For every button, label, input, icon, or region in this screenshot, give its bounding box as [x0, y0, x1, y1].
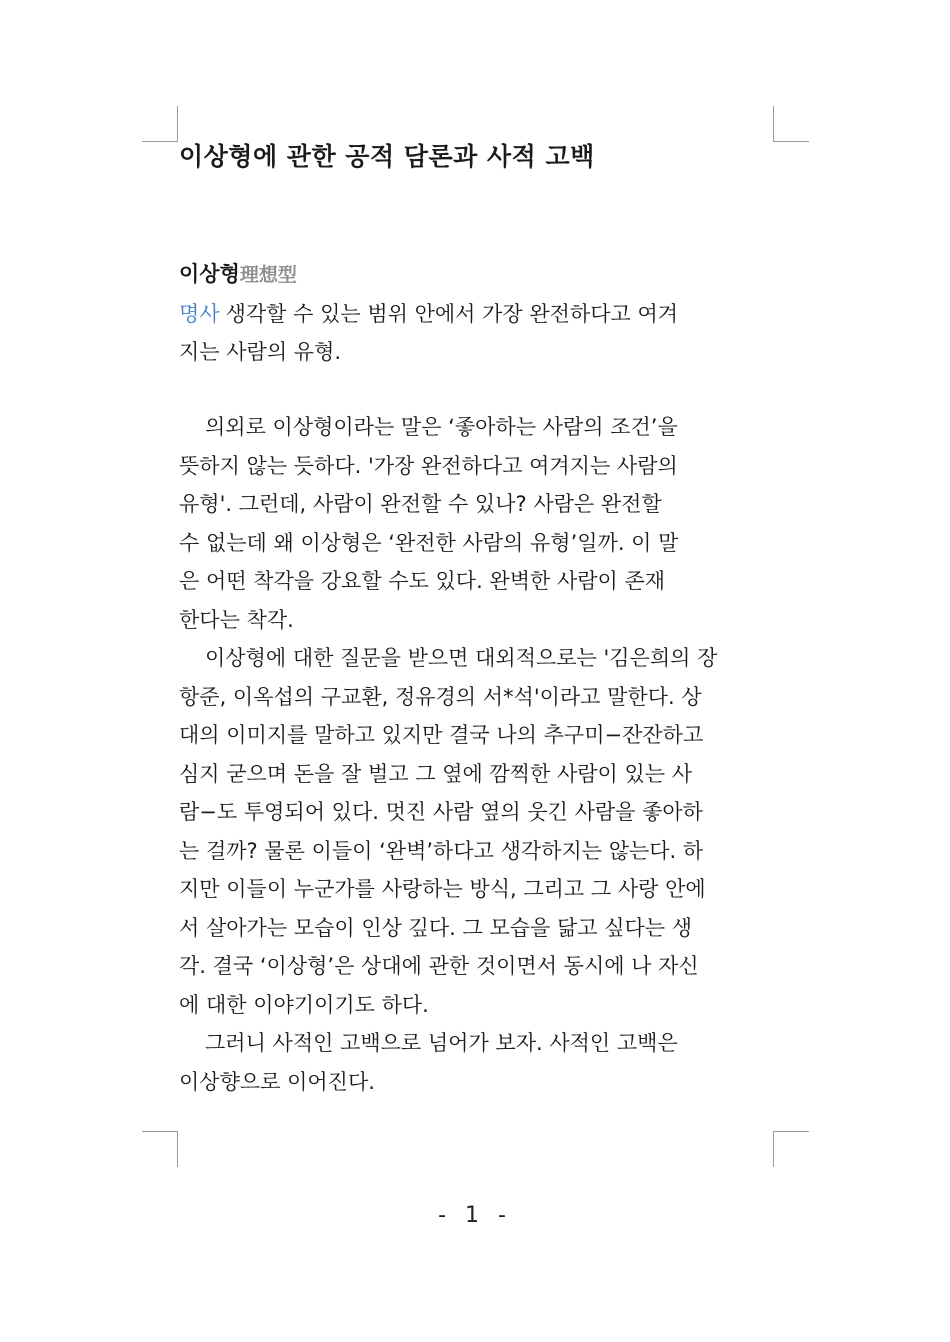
crop-mark-bottom-left-vertical: [177, 1131, 178, 1167]
paragraph: [179, 408, 772, 639]
crop-mark-top-left-vertical: [177, 106, 178, 142]
crop-mark-bottom-right-horizontal: [773, 1131, 809, 1132]
text-line: 이상향으로 이어진다.: [179, 1069, 375, 1094]
crop-mark-top-right-vertical: [773, 106, 774, 142]
text-line: 이상형에 대한 질문을 받으면 대외적으로는 '김은희의 장: [205, 646, 718, 670]
text-line: 유형'. 그런데, 사람이 완전할 수 있나? 사람은 완전할: [179, 492, 662, 516]
crop-mark-bottom-right-vertical: [773, 1131, 774, 1167]
entry-hanja: 理想型: [239, 264, 297, 286]
text-line: 서 살아가는 모습이 인상 깊다. 그 모습을 닮고 싶다는 생: [179, 915, 693, 940]
page-number: - 1 -: [438, 1203, 512, 1228]
paragraph: [179, 1024, 772, 1101]
text-line: 에 대한 이야기이기도 하다.: [179, 992, 429, 1017]
title-area: [179, 130, 772, 184]
text-line: 는 걸까? 물론 이들이 ‘완벽’하다고 생각하지는 않는다. 하: [179, 838, 704, 863]
text-line: 람−도 투영되어 있다. 멋진 사람 옆의 웃긴 사람을 좋아하: [179, 800, 703, 824]
entry-part-of-speech: 명사: [179, 301, 220, 326]
paragraph: [179, 639, 772, 1024]
entry-definition-line: 지는 사람의 유형.: [179, 340, 342, 364]
text-line: 수 없는데 왜 이상형은 ‘완전한 사람의 유형’일까. 이 말: [179, 530, 679, 555]
text-line: 지만 이들이 누군가를 사랑하는 방식, 그리고 그 사랑 안에: [179, 877, 706, 901]
text-line: 의외로 이상형이라는 말은 ‘좋아하는 사람의 조건’을: [205, 415, 678, 439]
entry-definition: [179, 295, 772, 372]
text-line: 그러니 사적인 고백으로 넘어가 보자. 사적인 고백은: [205, 1031, 678, 1055]
entry-headword: 이상형: [179, 262, 240, 286]
text-line: 각. 결국 ‘이상형’은 상대에 관한 것이면서 동시에 나 자신: [179, 954, 699, 978]
text-line: 항준, 이옥섭의 구교환, 정유경의 서*석'이라고 말한다. 상: [179, 684, 702, 709]
text-line: 한다는 착각.: [179, 607, 294, 632]
text-line: 뜻하지 않는 듯하다. '가장 완전하다고 여겨지는 사람의: [179, 453, 678, 478]
body-text: [179, 408, 772, 1101]
crop-mark-top-left-horizontal: [142, 141, 178, 142]
crop-mark-bottom-left-horizontal: [142, 1131, 178, 1132]
text-line: 대의 이미지를 말하고 있지만 결국 나의 추구미−잔잔하고: [179, 723, 704, 747]
text-line: 은 어떤 착각을 강요할 수도 있다. 완벽한 사람이 존재: [179, 569, 666, 593]
document-title: 이상형에 관한 공적 담론과 사적 고백: [179, 142, 595, 171]
text-line: 심지 굳으며 돈을 잘 벌고 그 옆에 깜찍한 사람이 있는 사: [179, 761, 693, 786]
entry-headword-line: [179, 255, 772, 295]
entry-definition-line: 생각할 수 있는 범위 안에서 가장 완전하다고 여겨: [225, 301, 679, 326]
crop-mark-top-right-horizontal: [773, 141, 809, 142]
dictionary-entry: [179, 255, 772, 372]
